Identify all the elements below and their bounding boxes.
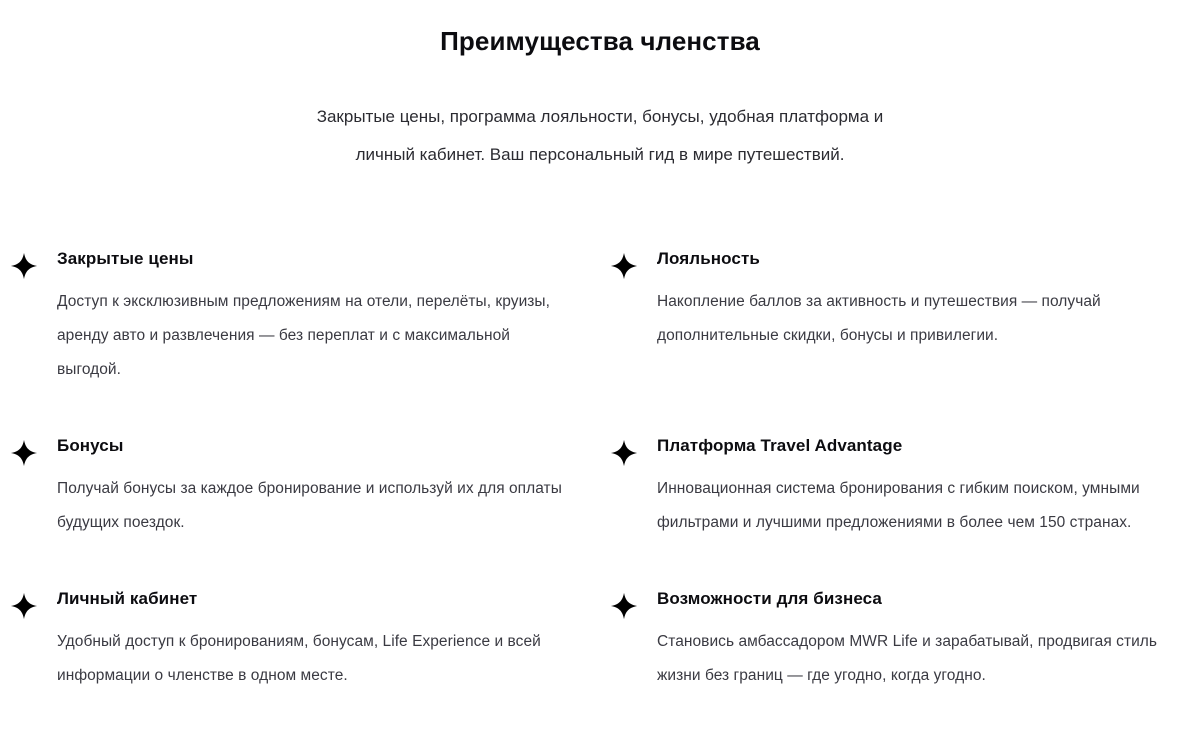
page-title: Преимущества членства xyxy=(440,26,760,56)
feature-item xyxy=(10,586,600,693)
feature-body xyxy=(57,433,600,540)
feature-description: Получай бонусы за каждое бронирование и используй их для оплаты будущих поездок. xyxy=(57,480,562,531)
feature-description: Становись амбассадором MWR Life и зарабатывай, продвигая стиль жизни без границ — где угодно, когда угодно. xyxy=(657,633,1158,684)
four-pointed-star-icon xyxy=(610,246,657,353)
page-subtitle: Закрытые цены, программа лояльности, бонусы, удобная платформа и личный кабинет. Ваш персональный гид в мире путешествий. xyxy=(316,107,884,164)
feature-title: Платформа Travel Advantage xyxy=(657,436,903,455)
four-pointed-star-icon xyxy=(610,433,657,540)
feature-description: Удобный доступ к бронированиям, бонусам, Life Experience и всей информации о членстве в одном месте. xyxy=(57,633,541,684)
feature-body xyxy=(57,586,600,693)
feature-title: Возможности для бизнеса xyxy=(657,589,882,608)
feature-body xyxy=(57,246,600,387)
four-pointed-star-icon xyxy=(10,433,57,540)
four-pointed-star-icon xyxy=(610,586,657,693)
feature-item xyxy=(610,586,1190,693)
feature-title: Бонусы xyxy=(57,436,124,455)
feature-title: Личный кабинет xyxy=(57,589,198,608)
four-pointed-star-icon xyxy=(10,586,57,693)
feature-description: Накопление баллов за активность и путешествия — получай дополнительные скидки, бонусы и привилегии. xyxy=(657,293,1101,344)
feature-item xyxy=(10,433,600,540)
four-pointed-star-icon xyxy=(10,246,57,387)
feature-body xyxy=(657,246,1190,353)
feature-item xyxy=(10,246,600,387)
page-header xyxy=(0,0,1200,174)
feature-body xyxy=(657,586,1190,693)
feature-body xyxy=(657,433,1190,540)
features-grid xyxy=(0,246,1200,693)
feature-description: Доступ к эксклюзивным предложениям на отели, перелёты, круизы, аренду авто и развлечения — без переплат и с максимальной выгодой. xyxy=(57,293,550,378)
feature-item xyxy=(610,246,1190,387)
feature-item xyxy=(610,433,1190,540)
feature-title: Закрытые цены xyxy=(57,249,194,268)
feature-title: Лояльность xyxy=(657,249,760,268)
feature-description: Инновационная система бронирования с гибким поиском, умными фильтрами и лучшими предложениями в более чем 150 странах. xyxy=(657,480,1140,531)
